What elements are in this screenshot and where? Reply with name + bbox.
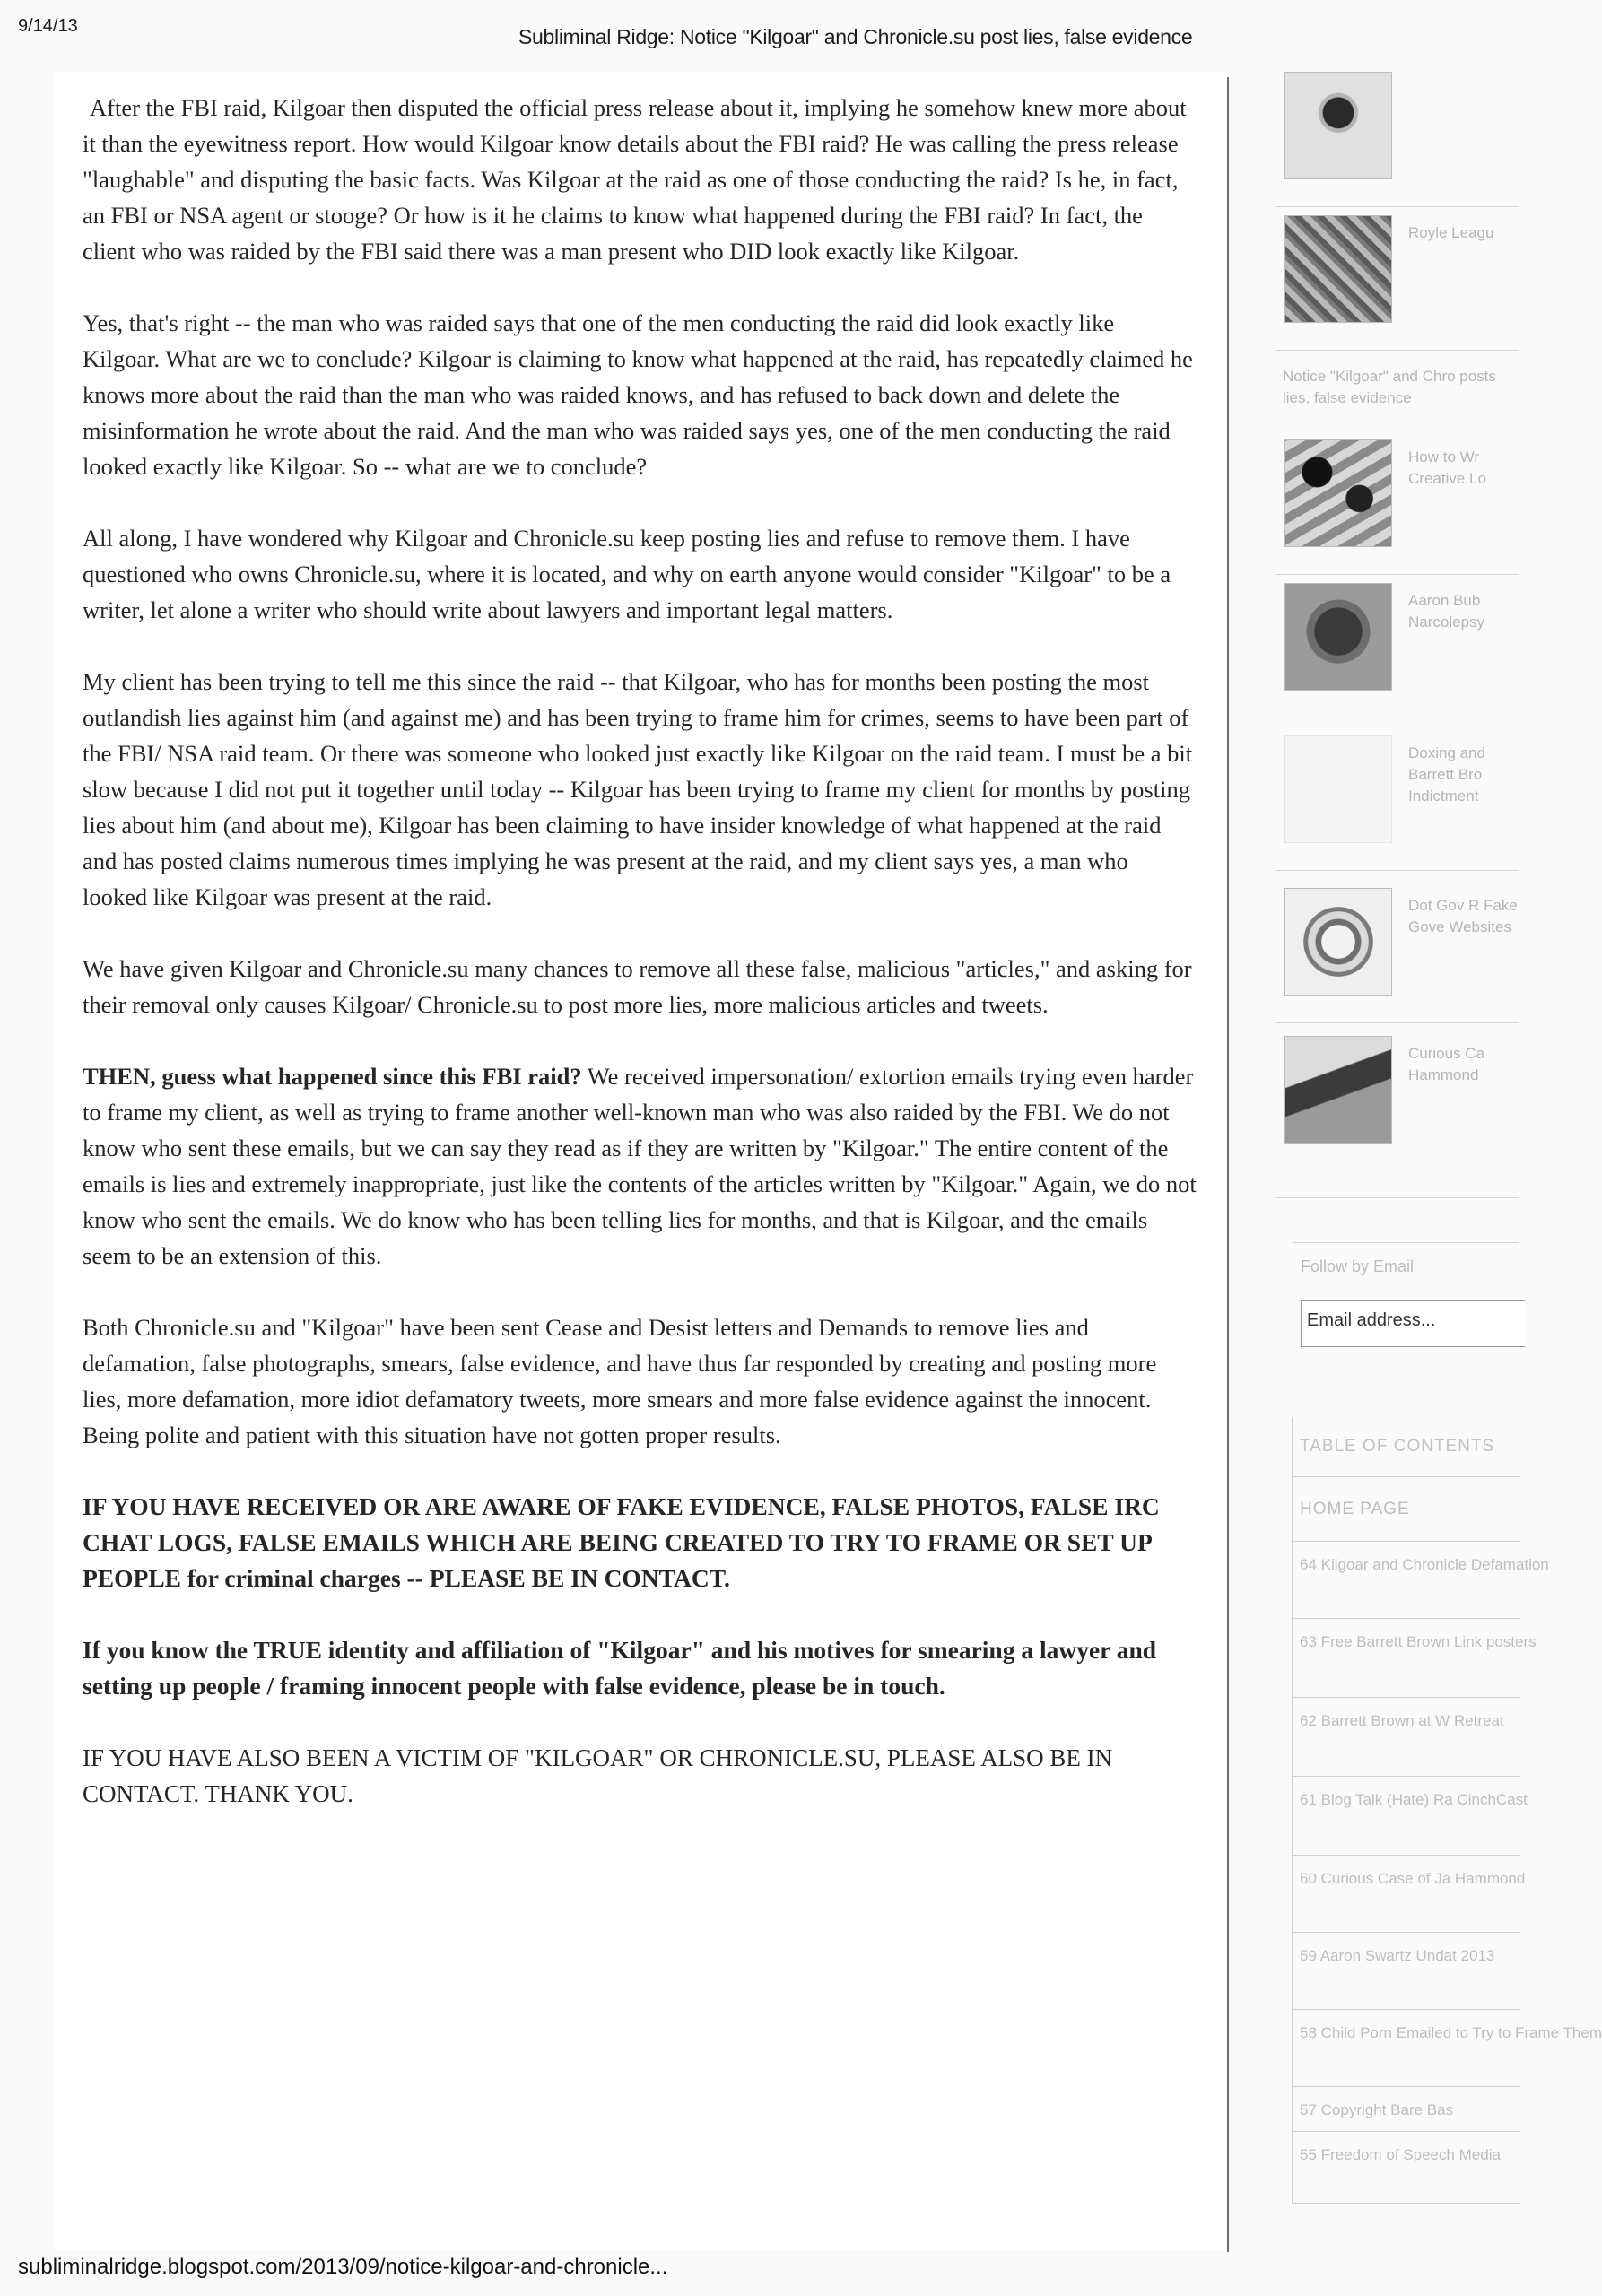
article-paragraph: We have given Kilgoar and Chronicle.su many chances to remove all these false, malicious "articles," and asking for their removal only causes Kilgoar/ Chronicle.su to post more lies, more malicious articles and tweets. <box>83 955 1192 1018</box>
article-callout: If you know the TRUE identity and affiliation of "Kilgoar" and his motives for smearing a lawyer and setting up people / framing innocent people with false evidence, please be in touch. <box>83 1636 1157 1700</box>
toc-item[interactable]: 60 Curious Case of Ja Hammond <box>1293 1856 1520 1933</box>
article-callout: IF YOU HAVE RECEIVED OR ARE AWARE OF FAKE EVIDENCE, FALSE PHOTOS, FALSE IRC CHAT LOGS, FALSE EMAILS WHICH ARE BEING CREATED TO TRY TO FRAME OR SET UP PEOPLE for criminal charges -- PLEASE BE IN CONTACT. <box>83 1492 1160 1592</box>
recent-post-item[interactable] <box>1276 206 1519 351</box>
recent-post-item[interactable] <box>1276 430 1519 575</box>
email-input[interactable]: Email address... <box>1301 1300 1525 1347</box>
sidebar <box>1231 63 1602 2242</box>
article-paragraph: All along, I have wondered why Kilgoar and Chronicle.su keep posting lies and refuse to remove them. I have questioned who owns Chronicle.su, where it is located, and why on earth anyone would consider "Kilgoar" to be a writer, let alone a writer who should write about lawyers and important legal matters. <box>83 525 1171 623</box>
article-paragraph: After the FBI raid, Kilgoar then disputed the official press release about it, implying he somehow knew more about it than the eyewitness report. How would Kilgoar know details about the FBI raid? He was calling the press release "laughable" and disputing the basic facts. Was Kilgoar at the raid as one of those conducting the raid? Is he, in fact, an FBI or NSA agent or stooge? Or how is it he claims to know what happened during the FBI raid? In fact, the client who was raided by the FBI said there was a man present who DID look exactly like Kilgoar. <box>83 94 1187 265</box>
post-thumbnail <box>1284 735 1392 843</box>
table-of-contents <box>1292 1417 1602 2204</box>
article-paragraph: Yes, that's right -- the man who was raided says that one of the men conducting the raid did look exactly like Kilgoar. What are we to conclude? Kilgoar is claiming to know what happened at the raid, has repeatedly claimed he knows more about the raid than the man who was raided knows, and has refused to back down and delete the misinformation he wrote about the raid. And the man who was raided says yes, one of the men conducting the raid looked exactly like Kilgoar. So -- what are we to conclude? <box>83 309 1193 480</box>
recent-post-title[interactable]: Royle Leagu <box>1408 224 1494 241</box>
toc-item[interactable]: 64 Kilgoar and Chronicle Defamation <box>1293 1542 1520 1619</box>
recent-post-title[interactable]: Aaron Bub Narcolepsy <box>1408 592 1485 631</box>
print-date: 9/14/13 <box>18 16 78 36</box>
post-thumbnail <box>1284 1036 1392 1144</box>
toc-heading: TABLE OF CONTENTS <box>1293 1417 1520 1477</box>
recent-post-item[interactable] <box>1276 879 1519 1023</box>
article-closing: IF YOU HAVE ALSO BEEN A VICTIM OF "KILGOAR" OR CHRONICLE.SU, PLEASE ALSO BE IN CONTACT. THANK YOU. <box>83 1744 1113 1807</box>
recent-post-title[interactable]: Curious Ca Hammond <box>1408 1045 1485 1083</box>
article-paragraph <box>83 1058 1197 1274</box>
toc-item[interactable]: 58 Child Porn Emailed to Try to Frame Them <box>1293 2010 1520 2087</box>
article-body <box>83 90 1197 1848</box>
recent-post-item[interactable] <box>1276 574 1519 718</box>
recent-post-title[interactable]: How to Wr Creative Lo <box>1408 448 1486 487</box>
article-paragraph: Both Chronicle.su and "Kilgoar" have been sent Cease and Desist letters and Demands to remove lies and defamation, false photographs, smears, false evidence, and have thus far responded by creating and posting more lies, more defamation, more idiot defamatory tweets, more smears and more false evidence against the innocent. Being polite and patient with this situation have not gotten proper results. <box>83 1314 1157 1448</box>
toc-item[interactable]: HOME PAGE <box>1293 1477 1520 1542</box>
print-footer-url: subliminalridge.blogspot.com/2013/09/notice-kilgoar-and-chronicle... <box>18 2255 668 2279</box>
toc-item[interactable]: 57 Copyright Bare Bas <box>1293 2087 1520 2132</box>
toc-item[interactable]: 62 Barrett Brown at W Retreat <box>1293 1698 1520 1777</box>
toc-item[interactable]: 63 Free Barrett Brown Link posters <box>1293 1619 1520 1698</box>
post-thumbnail <box>1284 583 1392 691</box>
column-divider <box>1227 77 1229 2252</box>
recent-post-title[interactable]: Notice "Kilgoar" and Chro posts lies, false evidence <box>1283 368 1496 406</box>
post-thumbnail <box>1284 888 1392 996</box>
recent-post-title[interactable]: Dot Gov R Fake Gove Websites <box>1408 897 1518 935</box>
toc-item[interactable]: 59 Aaron Swartz Undat 2013 <box>1293 1933 1520 2010</box>
article-text: We received impersonation/ extortion emails trying even harder to frame my client, as well as trying to frame another well-known man who was also raided by the FBI. We do not know who sent these emails, but we can say they read as if they are written by "Kilgoar." The entire content of the emails is lies and extremely inappropriate, just like the contents of the articles written by "Kilgoar." Again, we do not know who sent the emails. We do know who has been telling lies for months, and that is Kilgoar, and the emails seem to be an extension of this. <box>83 1063 1197 1269</box>
follow-by-email <box>1293 1242 1519 1413</box>
recent-post-item[interactable] <box>1276 726 1519 871</box>
print-page-title: Subliminal Ridge: Notice "Kilgoar" and Chronicle.su post lies, false evidence <box>518 25 1193 48</box>
post-thumbnail <box>1284 439 1392 547</box>
recent-post-item[interactable] <box>1276 350 1519 431</box>
toc-item[interactable]: 61 Blog Talk (Hate) Ra CinchCast <box>1293 1777 1520 1856</box>
article-emphasis: THEN, guess what happened since this FBI raid? <box>83 1063 582 1090</box>
article-paragraph: My client has been trying to tell me this since the raid -- that Kilgoar, who has for months been posting the most outlandish lies against him (and against me) and has been trying to frame him for crimes, seems to have been part of the FBI/ NSA raid team. Or there was someone who looked just exactly like Kilgoar on the raid team. I must be a bit slow because I did not put it together until today -- Kilgoar has been trying to frame my client for months by posting lies about him (and about me), Kilgoar has been claiming to have insider knowledge of what happened at the raid and has posted claims numerous times implying he was present at the raid, and my client says yes, a man who looked like Kilgoar was present at the raid. <box>83 668 1193 910</box>
recent-post-title[interactable]: Doxing and Barrett Bro Indictment <box>1408 744 1486 804</box>
post-thumbnail <box>1284 72 1392 179</box>
print-header <box>0 0 1519 54</box>
recent-post-item[interactable] <box>1276 1027 1519 1198</box>
follow-heading: Follow by Email <box>1301 1257 1415 1275</box>
toc-item[interactable]: 55 Freedom of Speech Media <box>1293 2132 1520 2204</box>
post-thumbnail <box>1284 215 1392 323</box>
recent-post-item[interactable] <box>1276 63 1519 207</box>
